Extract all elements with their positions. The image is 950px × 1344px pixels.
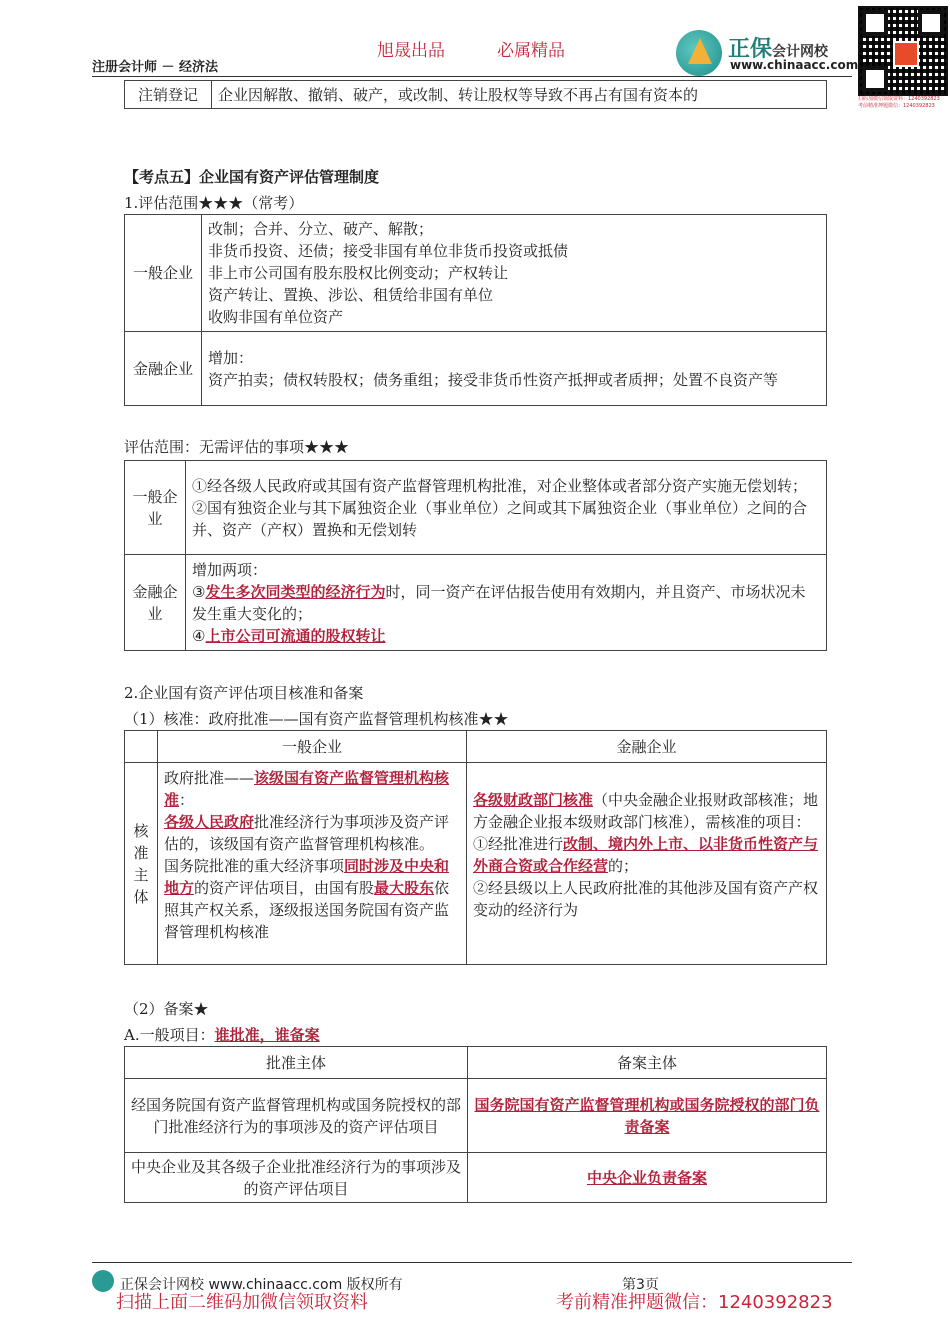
footer-copyright: 正保会计网校 www.chinaacc.com 版权所有 [120, 1277, 403, 1293]
scope-row1-line: 资产转让、置换、涉讼、租赁给非国有单位 [208, 286, 494, 304]
section5-sub2: 评估范围：无需评估的事项★★★ [124, 438, 350, 456]
section2-title: 2.企业国有资产评估项目核准和备案 [124, 684, 364, 702]
section5-title: 【考点五】企业国有资产评估管理制度 [124, 168, 380, 186]
approval-general-p2: 各级人民政府批准经济行为事项涉及资产评估的，该级国有资产监督管理机构核准。 [164, 813, 450, 853]
footer-promo-right: 考前精准押题微信：1240392823 [556, 1292, 833, 1313]
qr-note-2: 考前精准押题微信：1240392823 [858, 103, 935, 109]
record-row1-approve: 经国务院国有资产监督管理机构或国务院授权的部门批准经济行为的事项涉及的资产评估项目 [125, 1079, 468, 1153]
section5-sub1: 1.评估范围★★★（常考） [124, 194, 304, 212]
logo-mark-icon [676, 30, 722, 76]
exempt-row1-label: 一般企业 [125, 461, 186, 555]
logo [676, 28, 876, 78]
approval-row-label: 核准主体 [125, 763, 158, 965]
record-col-record: 备案主体 [468, 1047, 827, 1079]
section2-sub2: （2）备案★ [124, 1000, 209, 1018]
footer-page: 第3页 [622, 1277, 659, 1293]
approval-table [124, 730, 827, 965]
approval-corner [125, 731, 158, 763]
scope-row2-content [202, 332, 827, 406]
approval-col-general: 一般企业 [158, 731, 467, 763]
scope-row2-line: 资产拍卖；债权转股权；债务重组；接受非货币性资产抵押或者质押；处置不良资产等 [208, 370, 779, 389]
scope-row1-content [202, 215, 827, 332]
exempt-row2-intro: 增加两项： [192, 560, 268, 579]
record-row1-record: 国务院国有资产监督管理机构或国务院授权的部门负责备案 [468, 1079, 827, 1153]
header-slogan-left: 旭晟出品 [377, 41, 445, 61]
approval-general-p1: 政府批准——该级国有资产监督管理机构核准： [164, 769, 450, 809]
scope-row1-label: 一般企业 [125, 215, 202, 332]
exempt-row2-content [186, 555, 827, 651]
record-table [124, 1046, 827, 1203]
exempt-row2-item3: ③发生多次同类型的经济行为时，同一资产在评估报告使用有效期内，并且资产、市场状况未发生重大变化的； [192, 582, 806, 623]
exempt-item4-highlight: 上市公司可流通的股权转让 [205, 626, 386, 645]
approval-finance-p3: ②经县级以上人民政府批准的其他涉及国有资产产权变动的经济行为 [473, 879, 819, 919]
footer-logo-icon [92, 1270, 114, 1292]
approval-finance-p2: ①经批准进行改制、境内外上市、以非货币性资产与外商合资或合作经营的； [473, 835, 819, 875]
exempt-table [124, 460, 827, 651]
scope-row1-line: 改制；合并、分立、破产、解散； [208, 220, 434, 238]
exempt-row1-line: ②国有独资企业与其下属独资企业（事业单位）之间或其下属独资企业（事业单位）之间的合并、资产（产权）置换和无偿划转 [192, 498, 808, 539]
scope-table [124, 214, 827, 406]
approval-finance-content [467, 763, 827, 965]
header-course: 注册会计师 － 经济法 [92, 60, 219, 75]
footer-promo-left: 扫描上面二维码加微信领取资料 [116, 1292, 368, 1313]
exempt-item3-highlight: 发生多次同类型的经济行为 [205, 582, 386, 601]
exempt-row1-content [186, 461, 827, 555]
top-table [124, 80, 827, 109]
section2-sub1: （1）核准：政府批准——国有资产监督管理机构核准★★ [124, 710, 509, 728]
approval-finance-p1: 各级财政部门核准（中央金融企业报财政部核准；地方金融企业报本级财政部门核准），需核准的项目： [473, 791, 819, 831]
section2-sub2a: A.一般项目：谁批准，谁备案 [124, 1026, 320, 1044]
footer-rule [92, 1262, 852, 1263]
logo-name: 正保 [728, 37, 773, 62]
top-table-content: 企业因解散、撤销、破产，或改制、转让股权等导致不再占有国有资本的 [212, 81, 827, 109]
record-row2-approve: 中央企业及其各级子企业批准经济行为的事项涉及的资产评估项目 [125, 1153, 468, 1203]
top-table-label: 注销登记 [125, 81, 212, 109]
scope-row1-line: 非货币投资、还债；接受非国有单位非货币投资或抵债 [208, 242, 569, 260]
scope-row1-line: 非上市公司国有股东股权比例变动；产权转让 [208, 264, 509, 282]
logo-url: www.chinaacc.com [730, 58, 859, 72]
record-row2-record: 中央企业负责备案 [468, 1153, 827, 1203]
approval-general-content [158, 763, 467, 965]
qr-code-icon [858, 6, 948, 96]
exempt-row2-label: 金融企业 [125, 555, 186, 651]
exempt-row2-item4: ④上市公司可流通的股权转让 [192, 626, 386, 645]
approval-col-finance: 金融企业 [467, 731, 827, 763]
qr-note-1: 扫码加微信领取资料：1240392823 [858, 96, 940, 102]
scope-row2-label: 金融企业 [125, 332, 202, 406]
scope-row1-line: 收购非国有单位资产 [208, 308, 344, 326]
exempt-row1-line: ①经各级人民政府或其国有资产监督管理机构批准，对企业整体或者部分资产实施无偿划转； [192, 476, 808, 495]
approval-general-p3: 国务院批准的重大经济事项同时涉及中央和地方的资产评估项目，由国有股最大股东依照其产权关系，逐级报送国务院国有资产监督管理机构核准 [164, 857, 450, 941]
sub2a-highlight: 谁批准，谁备案 [214, 1026, 320, 1044]
logo-name-suffix: 会计网校 [772, 44, 829, 60]
header-slogan-right: 必属精品 [497, 41, 565, 61]
scope-row2-line: 增加： [208, 348, 254, 367]
record-col-approve: 批准主体 [125, 1047, 468, 1079]
